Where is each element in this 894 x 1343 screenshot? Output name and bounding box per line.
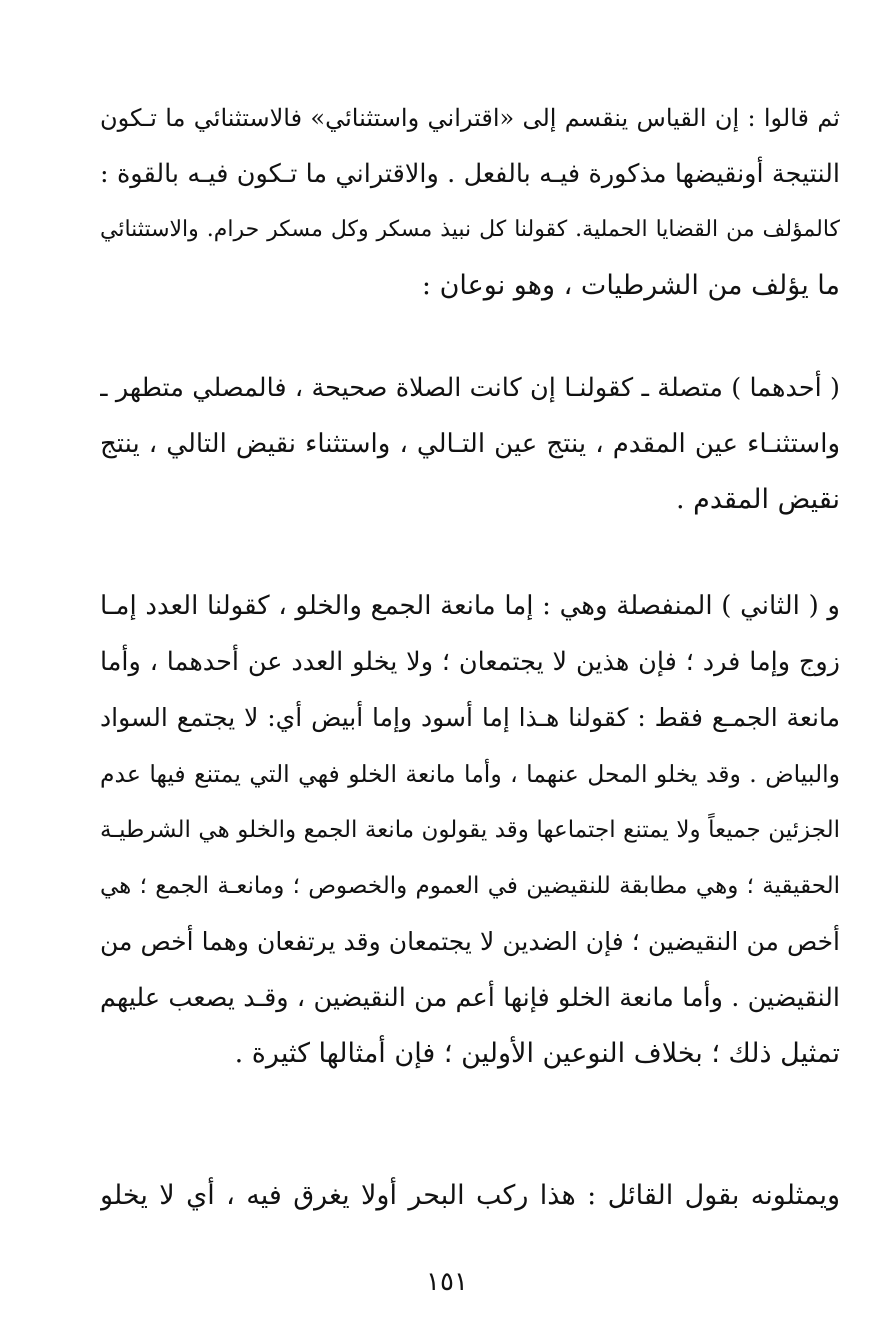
paragraph-2 <box>100 360 840 528</box>
paragraph-3 <box>100 578 840 1082</box>
text-line: نقيض المقدم . <box>675 484 840 515</box>
paragraph-1 <box>100 90 840 314</box>
page-number: ١٥١ <box>426 1267 468 1297</box>
paragraph-4 <box>100 1168 840 1224</box>
text-line: و ( الثاني ) المنفصلة وهي : إما مانعة الجمع والخلو ، كقولنا العدد إمـا <box>100 591 840 621</box>
text-line: زوج وإما فرد ؛ فإن هذين لا يجتمعان ؛ ولا يخلو العدد عن أحدهما ، وأما <box>100 647 840 677</box>
text-line: أخص من النقيضين ؛ فإن الضدين لا يجتمعان وقد يرتفعان وهما أخص من <box>100 927 840 956</box>
text-line: ( أحدهما ) متصلة ـ كقولنـا إن كانت الصلاة صحيحة ، فالمصلي متطهر ـ <box>100 373 840 403</box>
text-line: مانعة الجمـع فقط : كقولنا هـذا إما أسود وإما أبيض أي: لا يجتمع السواد <box>100 703 840 732</box>
text-line: ثم قالوا : إن القياس ينقسم إلى «اقتراني واستثنائي» فالاستثنائي ما تـكون <box>100 104 840 132</box>
text-line: النتيجة أونقيضها مذكورة فيـه بالفعل . والاقتراني ما تـكون فيـه بالقوة : <box>100 159 840 189</box>
text-line: ما يؤلف من الشرطيات ، وهو نوعان : <box>421 270 840 301</box>
text-line: كالمؤلف من القضايا الحملية. كقولنا كل نبيذ مسكر وكل مسكر حرام. والاستثنائي <box>100 217 840 242</box>
text-line: النقيضين . وأما مانعة الخلو فإنها أعم من النقيضين ، وقـد يصعب عليهم <box>100 983 840 1013</box>
text-line: تمثيل ذلك ؛ بخلاف النوعين الأولين ؛ فإن أمثالها كثيرة . <box>234 1038 840 1069</box>
text-line: والبياض . وقد يخلو المحل عنهما ، وأما مانعة الخلو فهي التي يمتنع فيها عدم <box>100 760 840 788</box>
text-line: الحقيقية ؛ وهي مطابقة للنقيضين في العموم والخصوص ؛ ومانعـة الجمع ؛ هي <box>100 873 840 899</box>
text-line: الجزئين جميعاً ولا يمتنع اجتماعها وقد يقولون مانعة الجمع والخلو هي الشرطيـة <box>100 817 840 843</box>
text-line: ويمثلونه بقول القائل : هذا ركب البحر أولا يغرق فيه ، أي لا يخلو <box>100 1180 840 1211</box>
text-line: واستثنـاء عين المقدم ، ينتج عين التـالي ، واستثناء نقيض التالي ، ينتج <box>100 429 840 459</box>
